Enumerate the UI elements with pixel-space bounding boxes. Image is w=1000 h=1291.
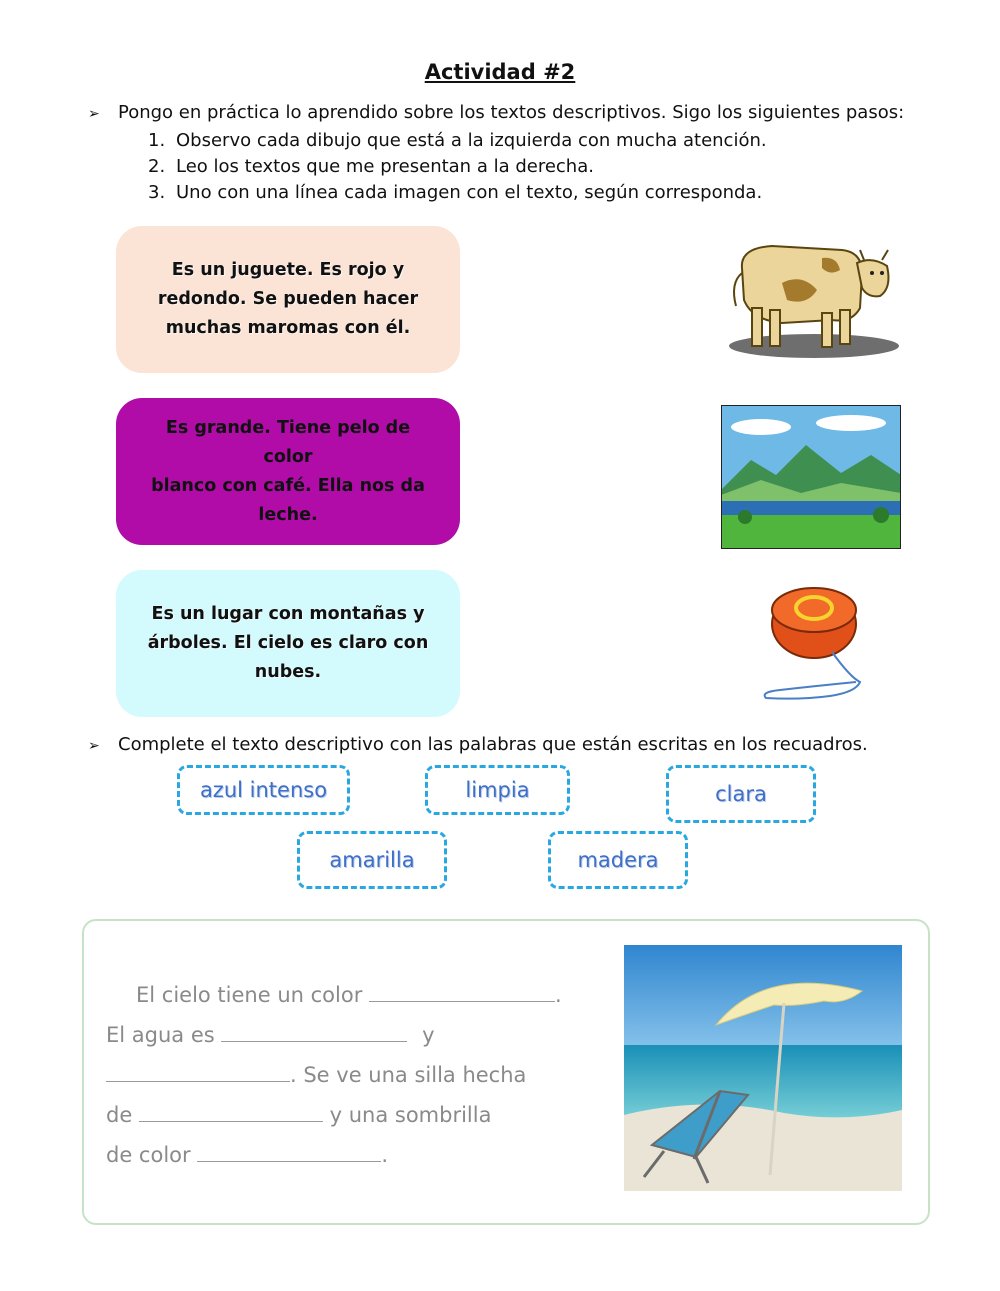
word-box-azul-intenso[interactable]: azul intenso <box>177 765 350 815</box>
blank-sky-color[interactable] <box>369 987 555 1002</box>
step-item: 2. Leo los textos que me presentan a la derecha. <box>148 156 594 177</box>
fill-line-2: El agua es y <box>106 1023 435 1047</box>
landscape-image[interactable] <box>721 405 901 549</box>
word-box-clara[interactable]: clara <box>666 765 816 823</box>
blank-water-1[interactable] <box>221 1027 407 1042</box>
beach-image <box>624 945 902 1191</box>
description-card-cow[interactable]: Es grande. Tiene pelo de color blanco con café. Ella nos da leche. <box>116 398 460 545</box>
step-item: 1. Observo cada dibujo que está a la izquierda con mucha atención. <box>148 130 767 151</box>
instruction-intro: ➢ Pongo en práctica lo aprendido sobre los textos descriptivos. Sigo los siguientes pasos: <box>88 102 905 123</box>
fill-in-panel <box>82 919 930 1225</box>
arrow-bullet-icon: ➢ <box>88 106 100 122</box>
page-title: Actividad #2 <box>424 60 576 84</box>
yoyo-image[interactable] <box>760 582 866 706</box>
blank-chair-material[interactable] <box>139 1107 323 1122</box>
fill-line-1: El cielo tiene un color . <box>136 983 562 1007</box>
blank-water-2[interactable] <box>106 1067 290 1082</box>
section2-intro: ➢ Complete el texto descriptivo con las palabras que están escritas en los recuadros. <box>88 734 868 755</box>
word-box-amarilla[interactable]: amarilla <box>297 831 447 889</box>
step-item: 3. Uno con una línea cada imagen con el texto, según corresponda. <box>148 182 763 203</box>
fill-line-5: de color . <box>106 1143 389 1167</box>
arrow-bullet-icon: ➢ <box>88 738 100 754</box>
word-box-limpia[interactable]: limpia <box>425 765 570 815</box>
fill-line-3: . Se ve una silla hecha <box>106 1063 526 1087</box>
fill-line-4: de y una sombrilla <box>106 1103 492 1127</box>
description-card-toy[interactable]: Es un juguete. Es rojo y redondo. Se pueden hacer muchas maromas con él. <box>116 226 460 373</box>
word-box-madera[interactable]: madera <box>548 831 688 889</box>
steps-list <box>148 128 767 206</box>
description-card-landscape[interactable]: Es un lugar con montañas y árboles. El cielo es claro con nubes. <box>116 570 460 717</box>
blank-umbrella-color[interactable] <box>197 1147 381 1162</box>
cow-image[interactable] <box>722 228 900 370</box>
